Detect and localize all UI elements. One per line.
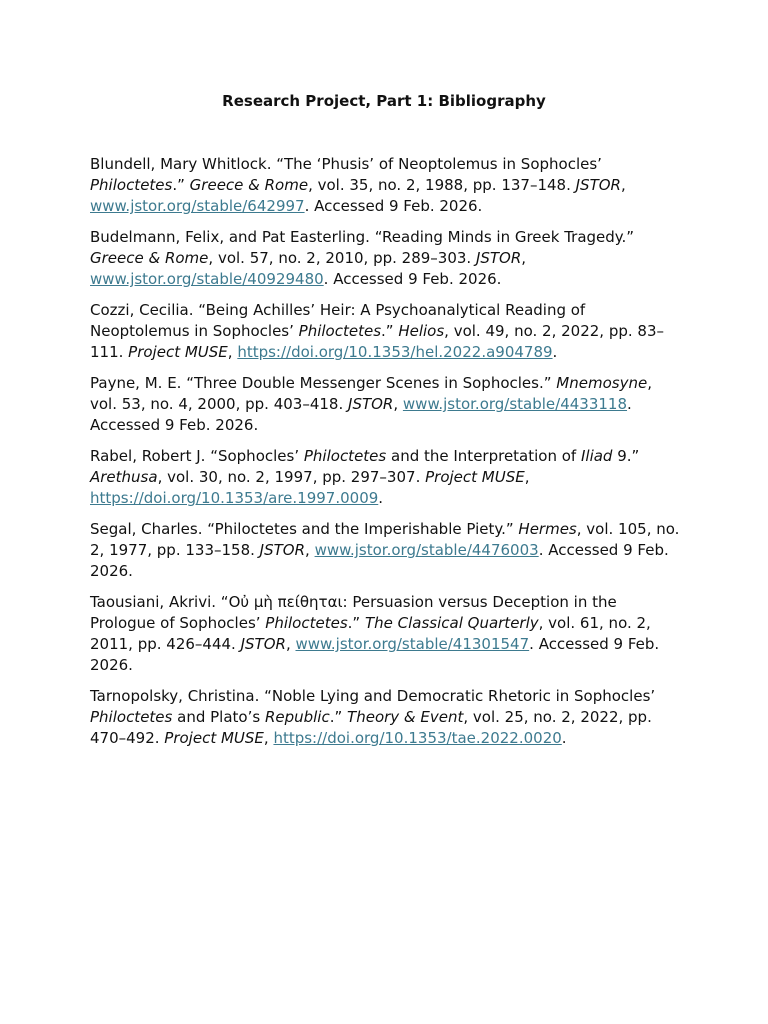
entry-italic-text: Republic xyxy=(264,708,330,726)
entry-link[interactable]: https://doi.org/10.1353/are.1997.0009 xyxy=(90,489,379,507)
entry-text: , xyxy=(620,176,626,194)
entry-text: Blundell, Mary Whitlock. “The ‘Phusis’ of Neoptolemus in Sophocles’ xyxy=(90,155,602,173)
entry-text: . xyxy=(552,343,558,361)
entry-italic-text: Project MUSE xyxy=(164,729,264,747)
entry-link[interactable]: https://doi.org/10.1353/hel.2022.a904789 xyxy=(237,343,553,361)
entry-text: . xyxy=(561,729,567,747)
entry-text: . Accessed 9 Feb. 2026. xyxy=(304,197,483,215)
bibliography-entry xyxy=(90,686,680,749)
entry-italic-text: JSTOR xyxy=(475,249,522,267)
entry-text: 9.” xyxy=(612,447,640,465)
entry-italic-text: The Classical Quarterly xyxy=(364,614,539,632)
entry-link[interactable]: www.jstor.org/stable/4476003 xyxy=(314,541,539,559)
entry-text: .” xyxy=(347,614,365,632)
bibliography-entry xyxy=(90,300,680,363)
entry-italic-text: JSTOR xyxy=(259,541,306,559)
entry-italic-text: Greece & Rome xyxy=(90,249,209,267)
entry-italic-text: Philoctetes xyxy=(265,614,348,632)
entry-text: . Accessed 9 Feb. 2026. xyxy=(90,541,669,580)
entry-italic-text: Project MUSE xyxy=(425,468,525,486)
entry-text: Rabel, Robert J. “Sophocles’ xyxy=(90,447,304,465)
entry-italic-text: Greece & Rome xyxy=(189,176,309,194)
entry-text: , xyxy=(263,729,274,747)
entry-link[interactable]: https://doi.org/10.1353/tae.2022.0020 xyxy=(273,729,562,747)
entry-italic-text: Philoctetes xyxy=(303,447,387,465)
entry-link[interactable]: www.jstor.org/stable/642997 xyxy=(90,197,305,215)
entry-italic-text: Philoctetes xyxy=(90,708,173,726)
entry-italic-text: Philoctetes xyxy=(298,322,382,340)
entry-text: . Accessed 9 Feb. 2026. xyxy=(90,635,660,674)
entry-link[interactable]: www.jstor.org/stable/40929480 xyxy=(90,270,324,288)
entry-text: . Accessed 9 Feb. 2026. xyxy=(90,395,632,434)
entry-italic-text: Helios xyxy=(398,322,445,340)
bibliography-entry xyxy=(90,154,680,217)
entry-link[interactable]: www.jstor.org/stable/41301547 xyxy=(295,635,530,653)
entry-text: , vol. 105, no. 2, 1977, pp. 133–158. xyxy=(90,520,680,559)
entry-text: , xyxy=(393,395,403,413)
entry-italic-text: JSTOR xyxy=(240,635,286,653)
entry-italic-text: JSTOR xyxy=(348,395,394,413)
entry-text: , vol. 25, no. 2, 2022, pp. 470–492. xyxy=(90,708,652,747)
entry-text: , xyxy=(285,635,296,653)
entry-italic-text: Theory & Event xyxy=(347,708,464,726)
entry-text: , vol. 57, no. 2, 2010, pp. 289–303. xyxy=(208,249,476,267)
entry-italic-text: Project MUSE xyxy=(128,343,228,361)
page-title: Research Project, Part 1: Bibliography xyxy=(222,92,546,110)
entry-text: , vol. 61, no. 2, 2011, pp. 426–444. xyxy=(90,614,651,653)
entry-text: , xyxy=(305,541,315,559)
entry-text: .” xyxy=(329,708,348,726)
entry-text: , xyxy=(524,468,530,486)
entry-italic-text: Iliad xyxy=(580,447,613,465)
entry-italic-text: Hermes xyxy=(518,520,577,538)
entry-text: . xyxy=(378,489,384,507)
entry-text: Segal, Charles. “Philoctetes and the Imperishable Piety.” xyxy=(90,520,519,538)
entry-link[interactable]: www.jstor.org/stable/4433118 xyxy=(402,395,628,413)
entry-text: , vol. 49, no. 2, 2022, pp. 83–111. xyxy=(90,322,665,361)
bibliography-entry xyxy=(90,446,680,509)
entry-text: Budelmann, Felix, and Pat Easterling. “Reading Minds in Greek Tragedy.” xyxy=(90,228,635,246)
entry-text: Taousiani, Akrivi. “Οὐ μὴ πείθηται: Persuasion versus Deception in the Prologue of Sophocles’ xyxy=(90,593,617,632)
entry-text: .” xyxy=(381,322,399,340)
entry-text: , xyxy=(521,249,527,267)
bibliography-list xyxy=(90,154,680,759)
bibliography-entry xyxy=(90,519,680,582)
entry-italic-text: Arethusa xyxy=(90,468,158,486)
entry-text: , vol. 53, no. 4, 2000, pp. 403–418. xyxy=(90,374,652,413)
entry-text: .” xyxy=(172,176,190,194)
entry-text: Cozzi, Cecilia. “Being Achilles’ Heir: A Psychoanalytical Reading of Neoptolemus in Sophocles’ xyxy=(90,301,586,340)
entry-italic-text: JSTOR xyxy=(575,176,621,194)
entry-text: . Accessed 9 Feb. 2026. xyxy=(323,270,502,288)
entry-italic-text: Mnemosyne xyxy=(556,374,648,392)
entry-text: , vol. 35, no. 2, 1988, pp. 137–148. xyxy=(308,176,576,194)
bibliography-entry xyxy=(90,227,680,290)
bibliography-entry xyxy=(90,373,680,436)
bibliography-entry xyxy=(90,592,680,676)
entry-text: Payne, M. E. “Three Double Messenger Scenes in Sophocles.” xyxy=(90,374,557,392)
entry-text: and the Interpretation of xyxy=(386,447,581,465)
entry-italic-text: Philoctetes xyxy=(90,176,173,194)
entry-text: Tarnopolsky, Christina. “Noble Lying and Democratic Rhetoric in Sophocles’ xyxy=(90,687,656,705)
entry-text: , vol. 30, no. 2, 1997, pp. 297–307. xyxy=(157,468,426,486)
entry-text: , xyxy=(227,343,238,361)
entry-text: and Plato’s xyxy=(172,708,265,726)
